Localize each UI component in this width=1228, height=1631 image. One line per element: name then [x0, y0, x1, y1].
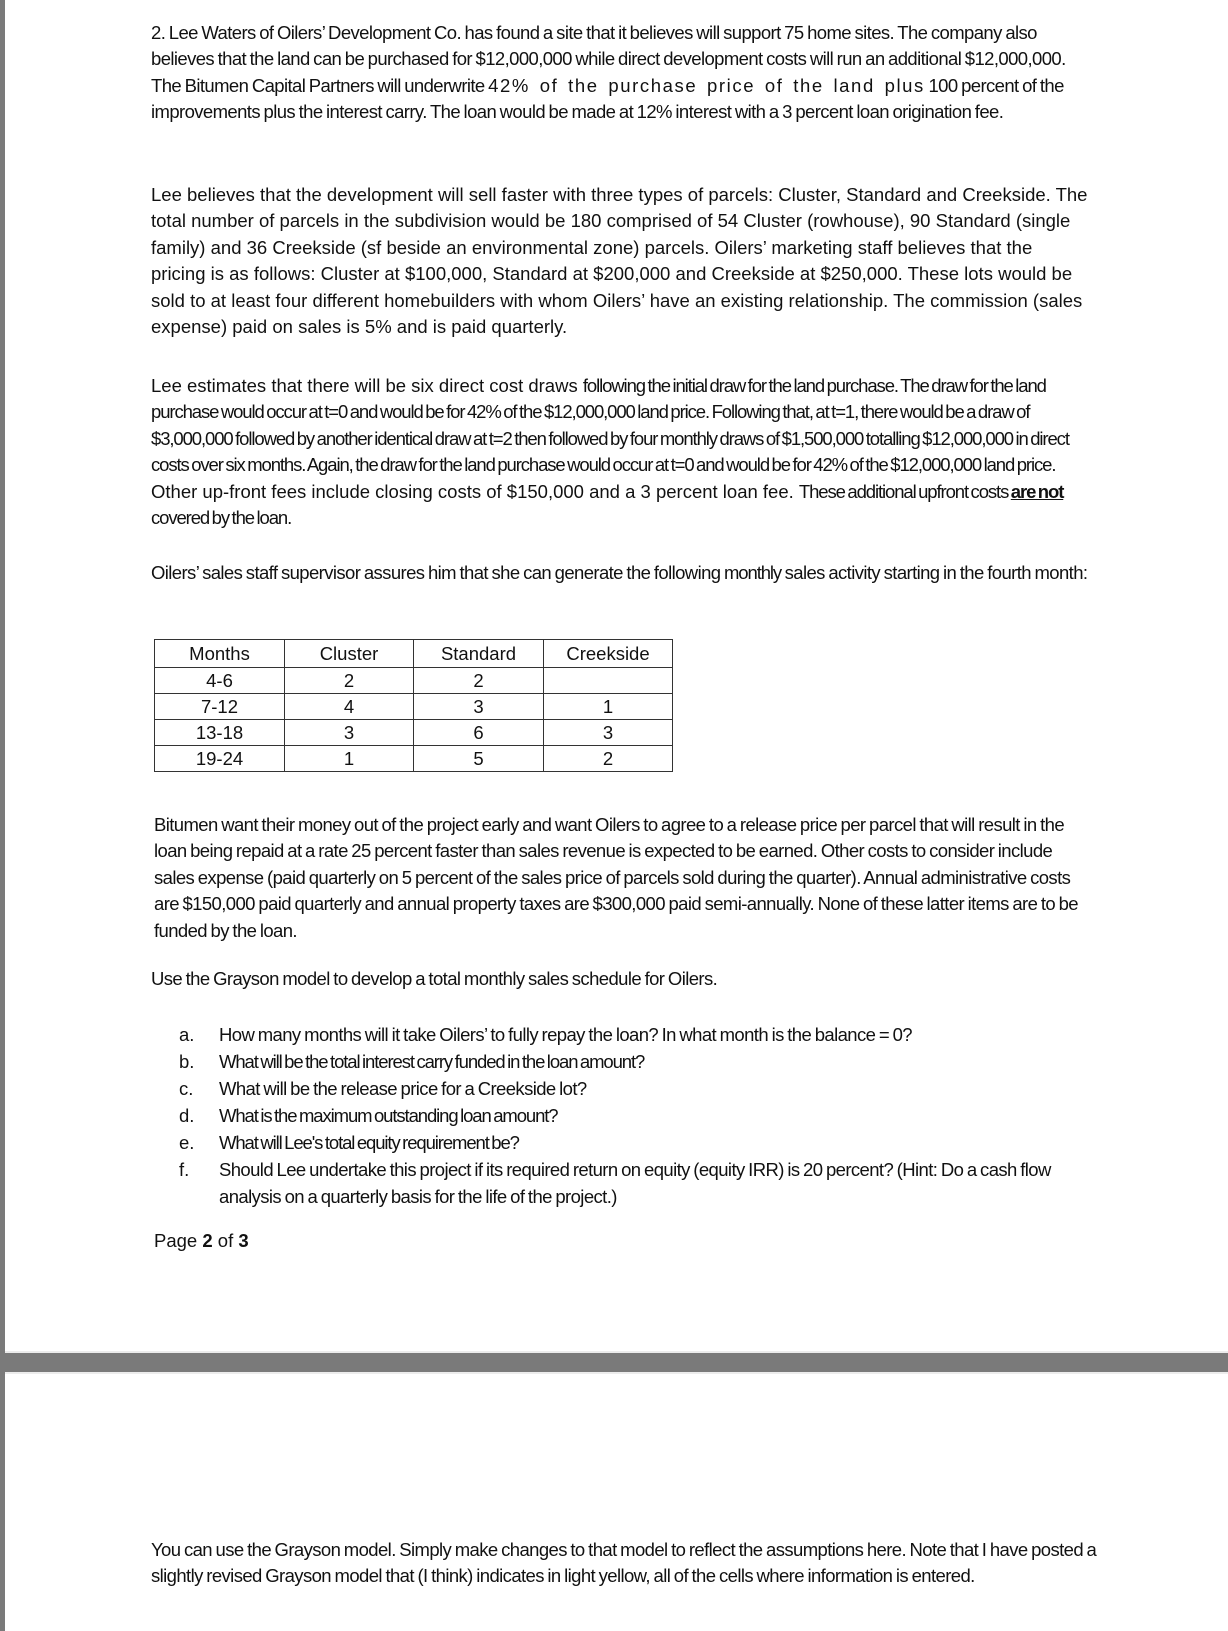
paragraph-text-spaced: 42% of the purchase price of the land plus	[488, 74, 925, 96]
table-cell: 4-6	[155, 668, 285, 694]
paragraph-release-price: Bitumen want their money out of the project early and want Oilers to agree to a release price per parcel that will result in the loan being repaid at a rate 25 percent faster than sales revenue is expected to be earned. Other costs to consider include sales expense (paid quarterly on 5 percent of the sales price of parcels sold during the quarter). Annual administrative costs are $150,000 paid quarterly and annual property taxes are $300,000 paid semi-annually. None of these latter items are to be funded by the loan.	[154, 814, 1078, 941]
table-cell: 3	[285, 720, 414, 746]
paragraph-sales-activity-intro	[151, 560, 1091, 586]
table-cell: 13-18	[155, 720, 285, 746]
question-text: How many months will it take Oilers’ to fully repay the loan? In what month is the balance = 0?	[219, 1024, 912, 1045]
question-item-a	[151, 1021, 1091, 1048]
paragraph-text: Other up-front fees include closing costs of $150,000 and a 3 percent loan fee.	[151, 480, 799, 502]
page-number-footer	[154, 1230, 249, 1252]
list-marker: d.	[179, 1105, 195, 1126]
paragraph-grayson-instruction: Use the Grayson model to develop a total monthly sales schedule for Oilers.	[151, 968, 718, 989]
question-item-e	[151, 1129, 1091, 1156]
table-cell: 2	[544, 746, 673, 772]
table-cell: 6	[414, 720, 544, 746]
paragraph-text-condensed: These additional upfront costs	[798, 480, 1011, 502]
paragraph-site-and-loan	[151, 20, 1091, 126]
question-item-b	[151, 1048, 1091, 1075]
table-cell: 5	[414, 746, 544, 772]
question-item-f	[151, 1156, 1091, 1210]
column-header-creekside: Creekside	[544, 640, 673, 668]
paragraph-grayson-note: You can use the Grayson model. Simply make changes to that model to reflect the assumptions here. Note that I have posted a slightly revised Grayson model that (I think) indicates in light yellow, all of the cells where information is entered.	[151, 1539, 1097, 1587]
table-cell	[544, 668, 673, 694]
question-text: Should Lee undertake this project if its required return on equity (equity IRR) is 20 percent? (Hint: Do a cash flow analysis on a quarterly basis for the life of the project.)	[219, 1159, 1051, 1207]
document-page-1	[5, 0, 1228, 1353]
paragraph-text-condensed: following the initial draw for the land purchase. The draw for the land purchase would occur at t=0 and would be for 42% of the $12,000,000 land price. Following that, at t=1, there would be a draw of $3,000,000 followed by another identical draw at t=2 then followed by four monthly draws of $1,500,000 totalling $12,000,000 in direct costs over six months. Again, the draw for the land purchase would occur at t=0 and would be for 42% of the $12,000,000 land price.	[151, 375, 1069, 476]
monthly-sales-table	[154, 639, 673, 772]
table-cell: 3	[414, 694, 544, 720]
paragraph-text-condensed: monthly	[724, 562, 782, 583]
table-header-row	[155, 640, 673, 668]
column-header-months: Months	[155, 640, 285, 668]
total-page-count: 3	[238, 1230, 249, 1251]
paragraph-text: 2. Lee Waters of Oilers’ Development Co. has found a site that it believes will support 75 home sites. The company also believes that the land can be purchased for $12,000,000 while direct development costs will run an additional $12,000,000. The Bitumen Capital Partners will underwrite	[151, 22, 1066, 96]
question-item-c	[151, 1075, 1091, 1102]
table-cell: 4	[285, 694, 414, 720]
paragraph-text: 100 percent of the improvements plus the interest carry. The loan would be made at 12% interest with a 3 percent loan origination fee.	[151, 74, 1064, 123]
list-marker: f.	[179, 1159, 190, 1180]
paragraph-parcel-types: Lee believes that the development will sell faster with three types of parcels: Cluster, Standard and Creekside. The total number of parcels in the subdivision would be 180 comprised of 54 Cluster (rowhouse), 90 Standard (single family) and 36 Creekside (sf beside an environmental zone) parcels. Oilers’ marketing staff believes that the pricing is as follows: Cluster at $100,000, Standard at $200,000 and Creekside at $250,000. These lots would be sold to at least four different homebuilders with whom Oilers’ have an existing relationship. The commission (sales expense) paid on sales is 5% and is paid quarterly.	[151, 184, 1088, 338]
table-row	[155, 720, 673, 746]
question-item-d	[151, 1102, 1091, 1129]
table-cell: 7-12	[155, 694, 285, 720]
emphasis-are-not: are not	[1010, 480, 1064, 502]
question-text: What is the maximum outstanding loan amount?	[219, 1105, 558, 1126]
of-label: of	[217, 1230, 234, 1251]
table-row	[155, 746, 673, 772]
list-marker: c.	[179, 1078, 194, 1099]
list-marker: b.	[179, 1051, 195, 1072]
document-page-2	[5, 1372, 1228, 1631]
list-marker: a.	[179, 1024, 195, 1045]
table-cell: 2	[285, 668, 414, 694]
table-cell: 2	[414, 668, 544, 694]
question-text: What will Lee's total equity requirement be?	[219, 1132, 519, 1153]
paragraph-text: sales activity starting in the fourth month:	[781, 562, 1088, 583]
table-cell: 1	[285, 746, 414, 772]
table-row	[155, 668, 673, 694]
paragraph-text: Oilers’ sales staff supervisor assures him that she can generate the following	[151, 562, 724, 583]
question-list	[151, 1021, 1091, 1210]
paragraph-text-condensed: covered by the loan.	[151, 507, 292, 529]
column-header-cluster: Cluster	[285, 640, 414, 668]
table-row	[155, 694, 673, 720]
paragraph-text: Lee estimates that there will be six direct cost draws	[151, 375, 583, 396]
table-cell: 19-24	[155, 746, 285, 772]
question-text: What will be the total interest carry funded in the loan amount?	[219, 1051, 645, 1072]
question-text: What will be the release price for a Creekside lot?	[219, 1078, 587, 1099]
table-cell: 3	[544, 720, 673, 746]
paragraph-cost-draws	[151, 373, 1091, 531]
current-page-number: 2	[202, 1230, 213, 1251]
table-cell: 1	[544, 694, 673, 720]
column-header-standard: Standard	[414, 640, 544, 668]
list-marker: e.	[179, 1132, 195, 1153]
page-label: Page	[154, 1230, 198, 1251]
